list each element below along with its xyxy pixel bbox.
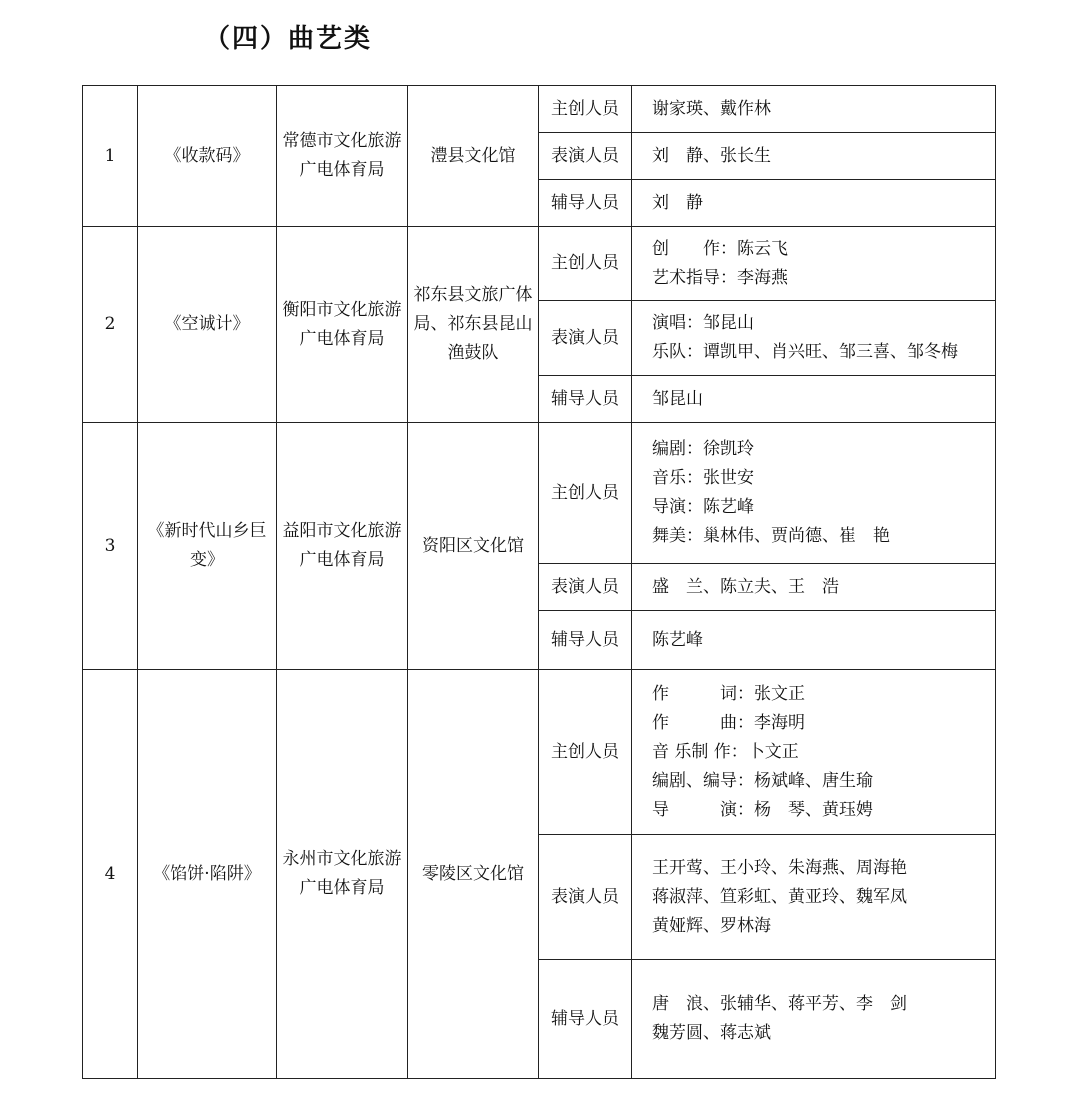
- recommending-unit: 益阳市文化旅游广电体育局: [277, 423, 408, 670]
- names-line: 艺术指导：李海燕: [652, 267, 788, 288]
- names-line: 作 曲：李海明: [652, 712, 805, 733]
- names-line: 王开莺、王小玲、朱海燕、周海艳: [652, 857, 907, 878]
- names-line: 魏芳圆、蒋志斌: [652, 1023, 771, 1043]
- role-label: 主创人员: [539, 423, 632, 564]
- awards-table: [82, 85, 996, 1079]
- role-label: 辅导人员: [539, 960, 632, 1079]
- role-label: 表演人员: [539, 133, 632, 180]
- work-title: 《新时代山乡巨变》: [138, 423, 277, 670]
- names-line: 黄娅辉、罗林海: [652, 915, 771, 936]
- names-line: 音 乐制 作：卜文正: [652, 741, 799, 762]
- names-line: 音乐：张世安: [652, 468, 754, 488]
- recommending-unit: 永州市文化旅游广电体育局: [277, 670, 408, 1079]
- names-line: 演唱：邹昆山: [652, 313, 754, 333]
- names-line: 谢家瑛、戴作林: [652, 98, 771, 119]
- entry-index: 1: [83, 86, 138, 227]
- entry-index: 2: [83, 227, 138, 423]
- names-cell: [632, 611, 996, 670]
- role-label: 辅导人员: [539, 611, 632, 670]
- names-line: 创 作：陈云飞: [652, 238, 788, 259]
- producing-organization: 资阳区文化馆: [408, 423, 539, 670]
- names-line: 陈艺峰: [652, 629, 703, 650]
- producing-organization: 祁东县文旅广体局、祁东县昆山渔鼓队: [408, 227, 539, 423]
- recommending-unit: 衡阳市文化旅游广电体育局: [277, 227, 408, 423]
- names-line: 邹昆山: [652, 388, 703, 409]
- names-cell: [632, 180, 996, 227]
- names-line: 编剧：徐凯玲: [652, 439, 754, 459]
- recommending-unit: 常德市文化旅游广电体育局: [277, 86, 408, 227]
- role-label: 主创人员: [539, 670, 632, 835]
- names-line: 盛 兰、陈立夫、王 浩: [652, 576, 839, 597]
- names-cell: [632, 133, 996, 180]
- names-cell: [632, 301, 996, 376]
- names-cell: [632, 960, 996, 1079]
- role-label: 表演人员: [539, 835, 632, 960]
- names-line: 作 词：张文正: [652, 683, 805, 704]
- names-cell: [632, 670, 996, 835]
- names-cell: [632, 835, 996, 960]
- table-row: [83, 86, 996, 133]
- role-label: 主创人员: [539, 227, 632, 301]
- names-line: 刘 静: [652, 192, 703, 213]
- entry-index: 3: [83, 423, 138, 670]
- role-label: 主创人员: [539, 86, 632, 133]
- names-line: 乐队：谭凯甲、肖兴旺、邹三喜、邹冬梅: [652, 342, 958, 362]
- names-cell: [632, 423, 996, 564]
- table-row: [83, 670, 996, 835]
- role-label: 表演人员: [539, 301, 632, 376]
- names-cell: [632, 376, 996, 423]
- names-line: 刘 静、张长生: [652, 145, 771, 166]
- names-line: 舞美：巢林伟、贾尚德、崔 艳: [652, 526, 890, 546]
- table-row: [83, 227, 996, 301]
- role-label: 辅导人员: [539, 180, 632, 227]
- table-row: [83, 423, 996, 564]
- work-title: 《收款码》: [138, 86, 277, 227]
- names-cell: [632, 86, 996, 133]
- producing-organization: 澧县文化馆: [408, 86, 539, 227]
- names-line: 编剧、编导：杨斌峰、唐生瑜: [652, 770, 873, 791]
- names-line: 蒋淑萍、笪彩虹、黄亚玲、魏军凤: [652, 886, 907, 907]
- work-title: 《馅饼·陷阱》: [138, 670, 277, 1079]
- names-line: 导演：陈艺峰: [652, 497, 754, 517]
- names-cell: [632, 227, 996, 301]
- role-label: 辅导人员: [539, 376, 632, 423]
- role-label: 表演人员: [539, 564, 632, 611]
- names-cell: [632, 564, 996, 611]
- names-line: 导 演：杨 琴、黄珏娉: [652, 799, 873, 820]
- section-title: （四）曲艺类: [204, 24, 373, 54]
- work-title: 《空诚计》: [138, 227, 277, 423]
- entry-index: 4: [83, 670, 138, 1079]
- producing-organization: 零陵区文化馆: [408, 670, 539, 1079]
- names-line: 唐 浪、张辅华、蒋平芳、李 剑: [652, 994, 907, 1014]
